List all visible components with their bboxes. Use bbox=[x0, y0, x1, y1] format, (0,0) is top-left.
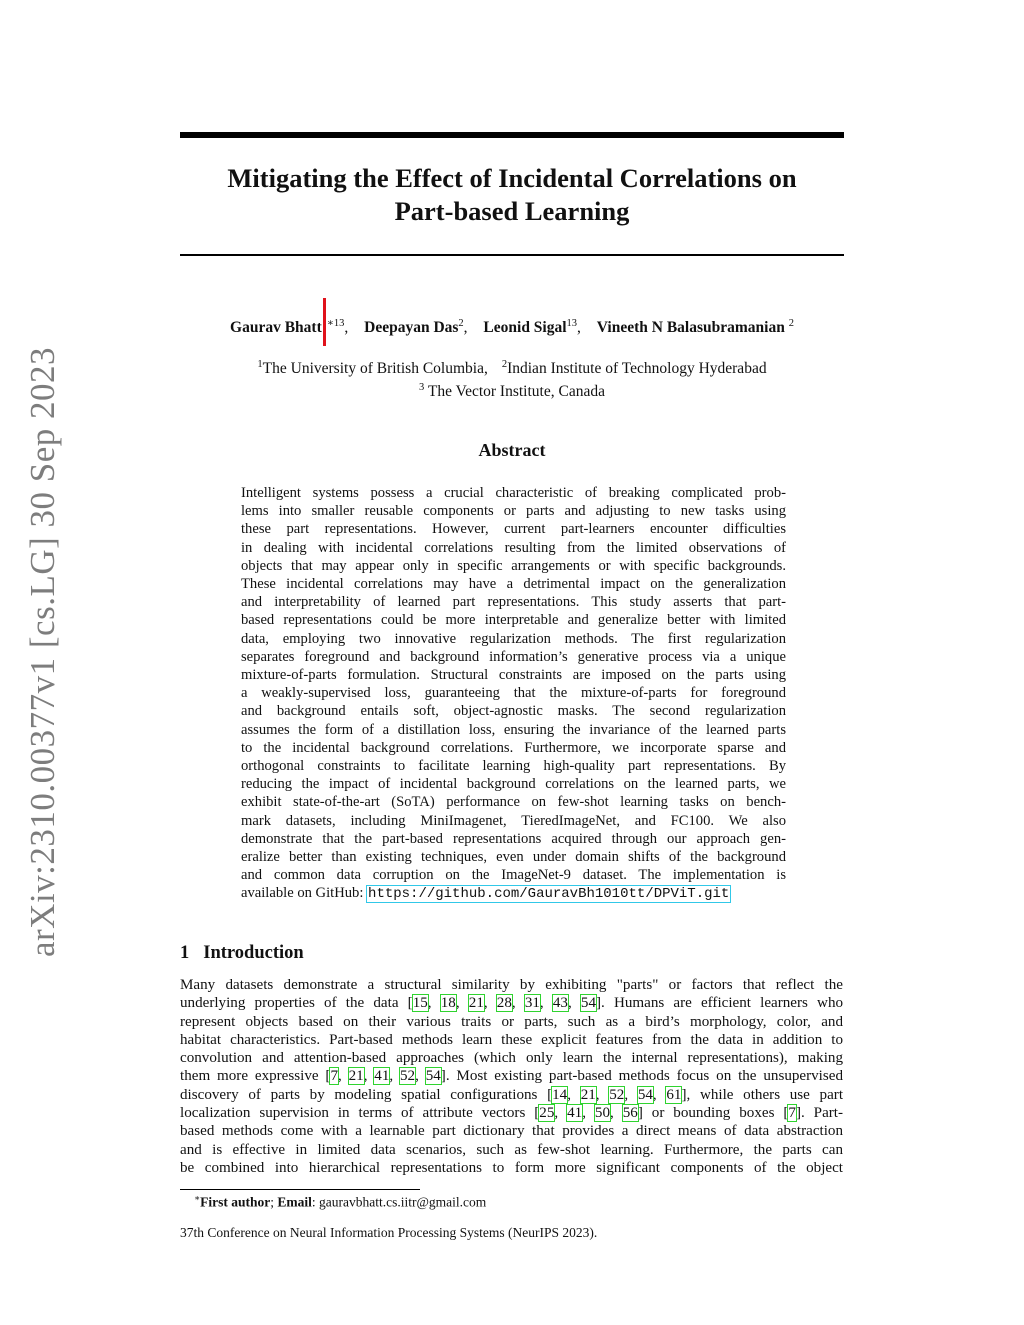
intro-line: be combined into hierarchical representations to form more significant components of the object bbox=[180, 1159, 843, 1176]
abstract-line: separates foreground and background information’s generative process via a unique bbox=[241, 648, 786, 665]
abstract-line: these part representations. However, current part-learners encounter difficulties bbox=[241, 521, 786, 538]
intro-line: localization supervision in terms of attribute vectors [25, 41, 50, 56] or bounding boxes [7]. Part- bbox=[180, 1105, 844, 1122]
title-bottom-rule bbox=[180, 254, 844, 256]
text-cursor-marker bbox=[323, 298, 326, 346]
citation-link[interactable]: 43 bbox=[552, 995, 568, 1012]
citation-link[interactable]: 28 bbox=[496, 995, 512, 1012]
citation-link[interactable]: 25 bbox=[539, 1105, 555, 1122]
intro-line: discovery of parts by modeling spatial configurations [14, 21, 52, 54, 61], while others use part bbox=[180, 1086, 844, 1103]
citation-link[interactable]: 54 bbox=[580, 995, 596, 1012]
citation-link[interactable]: 7 bbox=[330, 1068, 338, 1085]
arxiv-sidebar-stamp: arXiv:2310.00377v1 [cs.LG] 30 Sep 2023 bbox=[23, 346, 62, 958]
citation-link[interactable]: 31 bbox=[524, 995, 540, 1012]
citation-link[interactable]: 18 bbox=[440, 995, 456, 1012]
abstract-line: exhibit state-of-the-art (SoTA) performance on few-shot learning tasks on bench- bbox=[241, 794, 786, 811]
github-link[interactable]: https://github.com/GauravBh1010tt/DPViT.git bbox=[368, 886, 730, 903]
citation-link[interactable]: 50 bbox=[594, 1105, 610, 1122]
abstract-line: orthogonal constraints to facilitate learning high-quality part representations. By bbox=[241, 758, 786, 775]
abstract-line: demonstrate that the part-based representations acquired through our approach gen- bbox=[241, 830, 786, 847]
citation-link[interactable]: 41 bbox=[567, 1105, 583, 1122]
affiliation-line-1: $^1$The University of British Columbia, $^2$Indian Institute of Technology Hyderabad bbox=[257, 359, 767, 378]
abstract-line: eralize better than existing techniques, even under domain shifts of the background bbox=[241, 849, 786, 866]
citation-link[interactable]: 54 bbox=[637, 1086, 653, 1103]
citation-link[interactable]: 41 bbox=[374, 1068, 390, 1085]
citation-link[interactable]: 14 bbox=[552, 1086, 568, 1103]
intro-line: convolution and attention-based approaches (which only learn the internal representations), making bbox=[180, 1050, 843, 1067]
section-heading-introduction: 1 Introduction bbox=[180, 943, 304, 963]
citation-link[interactable]: 7 bbox=[788, 1105, 796, 1122]
abstract-line: These incidental correlations may have a detrimental impact on the generalization bbox=[241, 576, 786, 593]
abstract-line: lems into smaller reusable components or parts and adjusting to new tasks using bbox=[241, 503, 786, 520]
intro-line: represent objects based on their various traits or parts, such as a bird’s morphology, color, and bbox=[180, 1013, 843, 1030]
footnote-rule bbox=[180, 1189, 420, 1190]
title-line-1: Mitigating the Effect of Incidental Correlations on bbox=[227, 163, 797, 193]
author-3: Leonid Sigal$^{13}$, bbox=[483, 317, 581, 336]
intro-line: based methods come with a learnable part dictionary that provides a direct means of data abstraction bbox=[180, 1123, 843, 1140]
abstract-heading: Abstract bbox=[478, 440, 546, 460]
abstract-line: mixture-of-parts formulation. Structural constraints are imposed on the parts using bbox=[241, 667, 786, 684]
abstract-line: data, employing two innovative regularization methods. The first regularization bbox=[241, 630, 786, 647]
abstract-line: and background entails soft, object-agnostic masks. The second regularization bbox=[241, 703, 786, 720]
intro-line: underlying properties of the data [15, 18, 21, 28, 31, 43, 54]. Humans are efficient learners who bbox=[180, 995, 844, 1012]
citation-link[interactable]: 56 bbox=[622, 1105, 638, 1122]
abstract-line: objects that may appear only in specific arrangements or with specific backgrounds. bbox=[241, 557, 786, 574]
title-line-2: Part-based Learning bbox=[394, 196, 630, 226]
abstract-line: mark datasets, including MiniImagenet, TieredImageNet, and FC100. We also bbox=[241, 812, 786, 829]
citation-link[interactable]: 21 bbox=[580, 1086, 596, 1103]
abstract-line: based representations could be more interpretable and generalize better with limited bbox=[241, 612, 786, 629]
author-1: Gaurav Bhatt $^{∗13}$, bbox=[230, 319, 348, 336]
abstract-body bbox=[241, 484, 786, 904]
abstract-line: to the incidental background correlations. Furthermore, we incorporate sparse and bbox=[241, 739, 786, 756]
citation-link[interactable]: 15 bbox=[412, 995, 428, 1012]
abstract-last-line: available on GitHub: https://github.com/GauravBh1010tt/DPViT.git bbox=[241, 885, 730, 903]
intro-line: and is effective in limited data scenarios, such as few-shot learning. Furthermore, the parts can bbox=[180, 1141, 843, 1158]
citation-link[interactable]: 21 bbox=[468, 995, 484, 1012]
intro-line: them more expressive [7, 21, 41, 52, 54]. Most existing part-based methods focus on the unsupervised bbox=[180, 1068, 843, 1085]
abstract-line: reducing the impact of incidental background correlations on the learned parts, we bbox=[241, 776, 786, 793]
abstract-line: Intelligent systems possess a crucial characteristic of breaking complicated prob- bbox=[241, 485, 786, 501]
author-4: Vineeth N Balasubramanian $^2$ bbox=[596, 317, 794, 336]
conference-note: 37th Conference on Neural Information Processing Systems (NeurIPS 2023). bbox=[180, 1225, 598, 1240]
affiliations bbox=[180, 355, 844, 401]
introduction-body bbox=[180, 976, 843, 1177]
author-2: Deepayan Das$^2$, bbox=[364, 317, 468, 336]
abstract-line: and interpretability of learned part representations. This study asserts that part- bbox=[241, 594, 786, 611]
citation-link[interactable]: 52 bbox=[609, 1086, 625, 1103]
footnote: ∗First author; Email: gauravbhatt.cs.iitr@gmail.com bbox=[194, 1193, 487, 1210]
intro-line: Many datasets demonstrate a structural similarity by exhibiting "parts" or factors that reflect the bbox=[180, 977, 843, 993]
citation-link[interactable]: 54 bbox=[425, 1068, 441, 1085]
citation-link[interactable]: 61 bbox=[666, 1086, 682, 1103]
citation-link[interactable]: 52 bbox=[400, 1068, 416, 1085]
abstract-line: and common data corruption on the ImageNet-9 dataset. The implementation is bbox=[241, 867, 786, 884]
paper-title bbox=[180, 162, 844, 228]
affiliation-line-2: $^3$ The Vector Institute, Canada bbox=[419, 382, 605, 401]
abstract-line: in dealing with incidental correlations resulting from the limited observations of bbox=[241, 539, 786, 556]
abstract-line: assumes the form of a distillation loss, ensuring the invariance of the learned parts bbox=[241, 721, 786, 738]
intro-line: habitat characteristics. Part-based methods learn these explicit features from the data in addition to bbox=[180, 1031, 843, 1048]
citation-link[interactable]: 21 bbox=[348, 1068, 364, 1085]
abstract-line: a weakly-supervised loss, guaranteeing that the mixture-of-parts for foreground bbox=[241, 685, 786, 702]
author-list bbox=[180, 298, 844, 346]
title-top-rule bbox=[180, 132, 844, 138]
